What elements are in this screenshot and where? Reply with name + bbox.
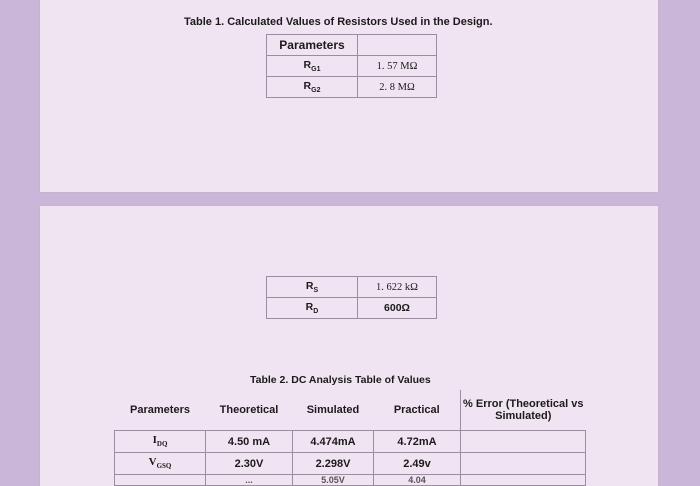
param-cell bbox=[115, 431, 206, 453]
simulated-cell: 2.298V bbox=[293, 453, 374, 475]
table-header-blank bbox=[358, 35, 437, 56]
param-subscript: G2 bbox=[311, 87, 321, 95]
table-row bbox=[115, 453, 586, 475]
table-2-caption: Table 2. DC Analysis Table of Values bbox=[250, 374, 431, 386]
param-cell bbox=[267, 56, 358, 77]
param-subscript: G1 bbox=[311, 66, 321, 74]
simulated-cell: 5.05V bbox=[293, 475, 374, 486]
table-row bbox=[267, 298, 437, 319]
value-cell: 1. 57 MΩ bbox=[358, 56, 437, 77]
simulated-cell: 4.474mA bbox=[293, 431, 374, 453]
param-subscript: D bbox=[313, 308, 319, 316]
table-1-continued bbox=[266, 276, 437, 319]
param-symbol: R bbox=[305, 300, 314, 313]
value-cell: 2. 8 MΩ bbox=[358, 77, 437, 98]
table-1 bbox=[266, 34, 437, 98]
value-cell: 1. 622 kΩ bbox=[358, 277, 437, 298]
table-header-parameters: Parameters bbox=[267, 35, 358, 56]
table-row bbox=[115, 431, 586, 453]
param-cell bbox=[115, 475, 206, 486]
practical-cell: 4.72mA bbox=[374, 431, 461, 453]
error-cell bbox=[461, 431, 586, 453]
param-subscript: DQ bbox=[156, 440, 168, 449]
header-simulated: Simulated bbox=[293, 390, 374, 431]
param-symbol: I bbox=[152, 434, 157, 447]
theoretical-cell: ... bbox=[206, 475, 293, 486]
error-cell bbox=[461, 475, 586, 486]
practical-cell: 2.49v bbox=[374, 453, 461, 475]
param-symbol: R bbox=[303, 58, 312, 71]
error-cell bbox=[461, 453, 586, 475]
header-practical: Practical bbox=[374, 390, 461, 431]
header-parameters: Parameters bbox=[115, 390, 206, 431]
theoretical-cell: 2.30V bbox=[206, 453, 293, 475]
table-header-row bbox=[267, 35, 437, 56]
param-cell bbox=[267, 77, 358, 98]
theoretical-cell: 4.50 mA bbox=[206, 431, 293, 453]
table-row bbox=[267, 56, 437, 77]
param-cell bbox=[267, 298, 358, 319]
table-row bbox=[267, 277, 437, 298]
table-row bbox=[267, 77, 437, 98]
param-cell bbox=[115, 453, 206, 475]
param-symbol: V bbox=[148, 456, 157, 469]
param-symbol: R bbox=[305, 279, 314, 292]
header-theoretical: Theoretical bbox=[206, 390, 293, 431]
value-cell: 600Ω bbox=[358, 298, 437, 319]
table-header-row bbox=[115, 390, 586, 431]
table-row-cut-off bbox=[115, 475, 586, 486]
table-1-caption: Table 1. Calculated Values of Resistors Used in the Design. bbox=[184, 16, 493, 28]
param-subscript: GSQ bbox=[156, 462, 172, 471]
practical-cell: 4.04 bbox=[374, 475, 461, 486]
header-percent-error: % Error (Theoretical vs Simulated) bbox=[461, 390, 586, 431]
table-2 bbox=[114, 390, 586, 486]
param-subscript: S bbox=[313, 287, 319, 295]
param-symbol: R bbox=[303, 79, 312, 92]
param-cell bbox=[267, 277, 358, 298]
